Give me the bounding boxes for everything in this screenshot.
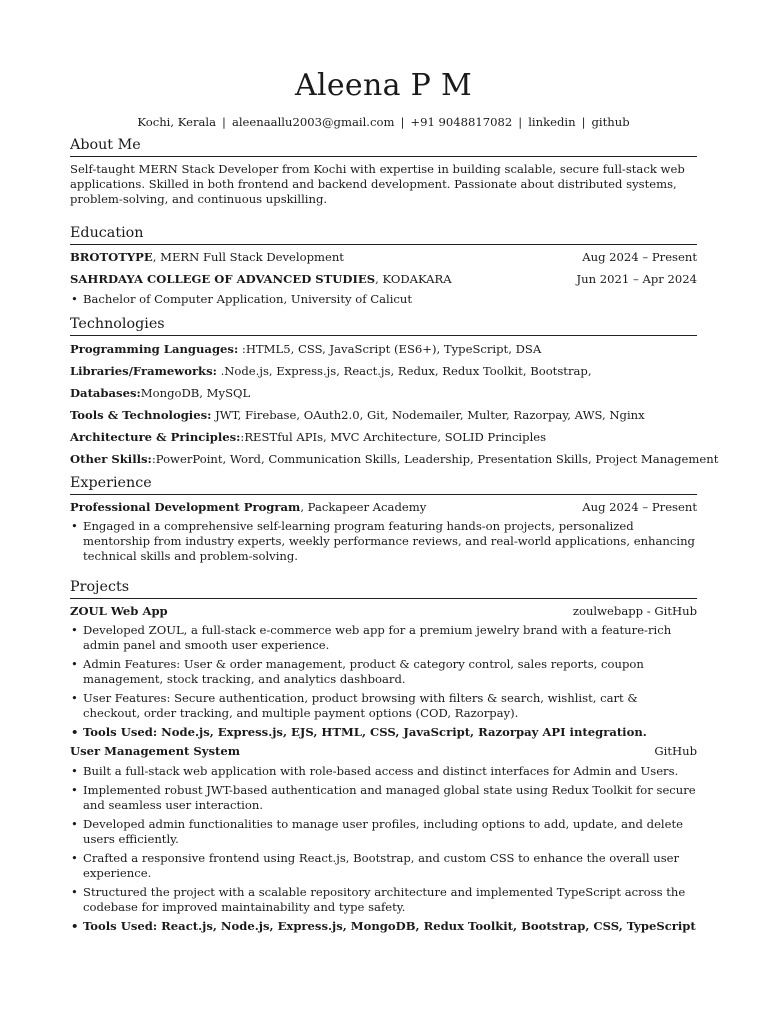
edu-detail: , MERN Full Stack Development — [152, 250, 344, 264]
about-section — [70, 136, 697, 207]
projects-section — [70, 578, 697, 934]
candidate-name: Aleena P M — [295, 68, 472, 103]
experience-section — [70, 474, 697, 564]
technologies-section — [70, 315, 719, 467]
list-item: • Implemented robust JWT-based authentication and managed global state using Redux Toolkit for secure and seamless user interaction. — [70, 783, 697, 813]
tech-label: Architecture & Principles: — [70, 430, 241, 444]
project-header — [70, 744, 697, 759]
experience-entry — [70, 500, 697, 515]
about-text: Self-taught MERN Stack Developer from Kochi with expertise in building scalable, secure full-stack web applications. Skilled in both frontend and backend development. Passionate about distributed systems, problem-solving, and continuous upskilling. — [70, 162, 685, 206]
section-title-education: Education — [70, 224, 697, 245]
exp-date: Aug 2024 – Present — [582, 500, 697, 514]
github-link[interactable]: github — [591, 115, 630, 129]
project-header — [70, 604, 697, 619]
email-link[interactable]: aleenaallu2003@gmail.com — [231, 115, 395, 129]
section-title-projects: Projects — [70, 578, 697, 599]
list-item: • Bachelor of Computer Application, University of Calicut — [70, 292, 697, 307]
tech-value: MongoDB, MySQL — [140, 386, 251, 400]
resume-page — [70, 68, 719, 938]
separator: | — [581, 115, 586, 129]
tech-row — [70, 430, 697, 445]
tech-label: Tools & Technologies: — [70, 408, 212, 422]
list-item: • User Features: Secure authentication, product browsing with filters & search, wishlist, cart & checkout, order tracking, and multiple payment options (COD, Razorpay). — [70, 691, 697, 721]
contact-line — [70, 115, 697, 130]
project-name: ZOUL Web App — [70, 604, 168, 618]
edu-date: Jun 2021 – Apr 2024 — [576, 272, 697, 286]
section-title-technologies: Technologies — [70, 315, 697, 336]
section-title-about: About Me — [70, 136, 697, 157]
list-item: • Engaged in a comprehensive self-learning program featuring hands-on projects, personalized mentorship from industry experts, weekly performance reviews, and real-world applications, enhancing technical skills and problem-solving. — [70, 519, 697, 564]
list-item: • Admin Features: User & order management, product & category control, sales reports, coupon management, stock tracking, and analytics dashboard. — [70, 657, 697, 687]
tech-row — [70, 342, 697, 357]
exp-bullets — [70, 519, 697, 564]
list-item: • Structured the project with a scalable repository architecture and implemented TypeScript across the codebase for improved maintainability and type safety. — [70, 885, 697, 915]
tech-label: Other Skills: — [70, 452, 152, 466]
tech-list — [70, 342, 719, 467]
project-github-link[interactable]: GitHub — [654, 744, 697, 758]
list-item: • Built a full-stack web application with role-based access and distinct interfaces for Admin and Users. — [70, 764, 697, 779]
tech-value: :RESTful APIs, MVC Architecture, SOLID Principles — [240, 430, 547, 444]
list-item: • Crafted a responsive frontend using React.js, Bootstrap, and custom CSS to enhance the overall user experience. — [70, 851, 697, 881]
edu-date: Aug 2024 – Present — [582, 250, 697, 264]
education-entry — [70, 272, 697, 287]
tech-label: Libraries/Frameworks: — [70, 364, 217, 378]
edu-detail: , KODAKARA — [375, 272, 452, 286]
tech-value: :PowerPoint, Word, Communication Skills, Leadership, Presentation Skills, Project Management — [151, 452, 719, 466]
separator: | — [518, 115, 523, 129]
tech-row — [70, 364, 697, 379]
project-bullets — [70, 764, 697, 934]
project-github-link[interactable]: zoulwebapp - GitHub — [572, 604, 697, 618]
list-item: • Developed ZOUL, a full-stack e-commerce web app for a premium jewelry brand with a feature-rich admin panel and smooth user experience. — [70, 623, 697, 653]
tech-row — [70, 386, 697, 401]
tech-label: Programming Languages: — [70, 342, 239, 356]
tech-label: Databases: — [70, 386, 141, 400]
location: Kochi, Kerala — [137, 115, 217, 129]
edu-org: SAHRDAYA COLLEGE OF ADVANCED STUDIES — [70, 272, 376, 286]
tech-value: JWT, Firebase, OAuth2.0, Git, Nodemailer, Multer, Razorpay, AWS, Nginx — [211, 408, 645, 422]
tech-row — [70, 408, 697, 423]
list-item: • Developed admin functionalities to manage user profiles, including options to add, update, and delete users efficiently. — [70, 817, 697, 847]
section-title-experience: Experience — [70, 474, 697, 495]
project-name: User Management System — [70, 744, 241, 758]
exp-role: Professional Development Program — [70, 500, 301, 514]
edu-bullets — [70, 292, 697, 307]
education-entry — [70, 250, 697, 265]
linkedin-link[interactable]: linkedin — [528, 115, 576, 129]
tech-value: :HTML5, CSS, JavaScript (ES6+), TypeScript, DSA — [238, 342, 542, 356]
edu-org: BROTOTYPE — [70, 250, 153, 264]
tech-row — [70, 452, 719, 467]
project-tools: • Tools Used: React.js, Node.js, Express.js, MongoDB, Redux Toolkit, Bootstrap, CSS, TypeScript — [70, 919, 697, 934]
project-bullets — [70, 623, 697, 740]
project-tools: • Tools Used: Node.js, Express.js, EJS, HTML, CSS, JavaScript, Razorpay API integration. — [70, 725, 697, 740]
education-section — [70, 224, 697, 307]
separator: | — [400, 115, 405, 129]
tech-value: .Node.js, Express.js, React.js, Redux, Redux Toolkit, Bootstrap, — [216, 364, 592, 378]
exp-org: , Packapeer Academy — [300, 500, 427, 514]
separator: | — [222, 115, 226, 129]
phone: +91 9048817082 — [410, 115, 513, 129]
